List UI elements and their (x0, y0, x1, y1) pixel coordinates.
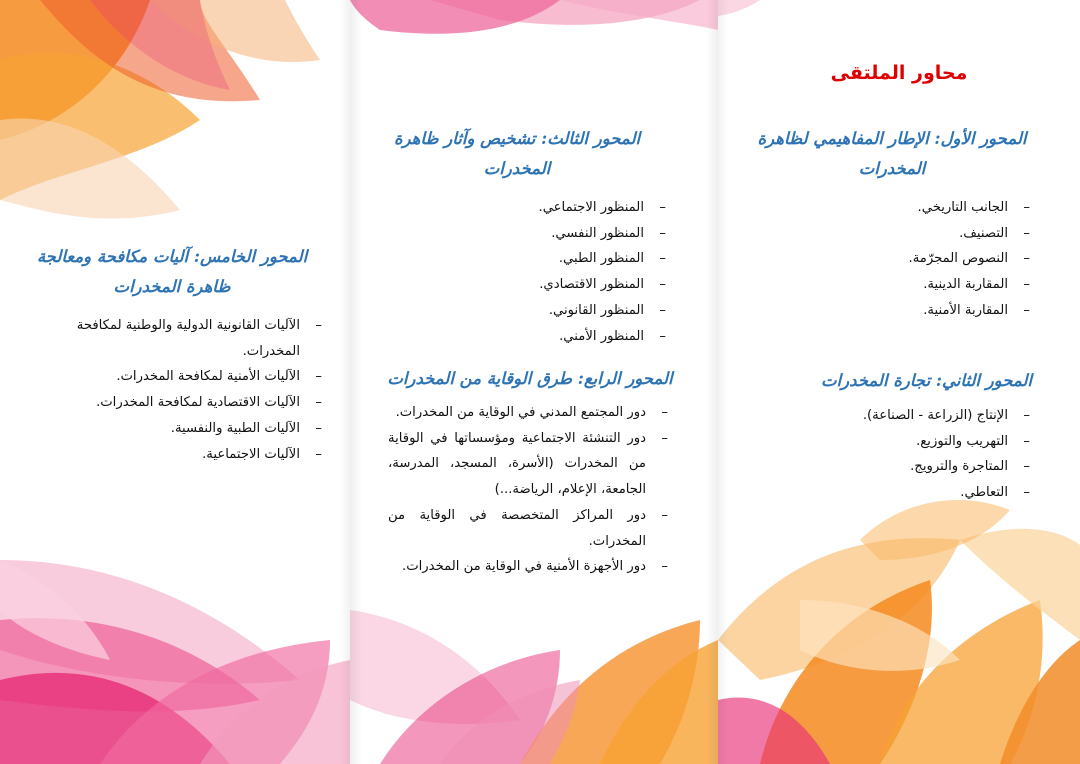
list-item: – المنظور النفسي. (394, 221, 674, 247)
list-item: – الجانب التاريخي. (778, 195, 1038, 221)
list-item: – التعاطي. (778, 480, 1038, 506)
list-item: – النصوص المجرّمة. (778, 246, 1038, 272)
axis3-list (394, 195, 674, 349)
list-item: – الإنتاج (الزراعة - الصناعة). (778, 403, 1038, 429)
axis4-list (388, 400, 676, 580)
axis1-heading: المحور الأول: الإطار المفاهيمي لظاهرة المخدرات (757, 129, 1027, 178)
axis4-heading: المحور الرابع: طرق الوقاية من المخدرات (387, 369, 673, 388)
list-item: – المتاجرة والترويج. (778, 454, 1038, 480)
list-item: – دور المجتمع المدني في الوقاية من المخدرات. (388, 400, 676, 426)
list-item: – المقاربة الدينية. (778, 272, 1038, 298)
panel-middle (350, 0, 718, 764)
list-item: – الآليات القانونية الدولية والوطنية لمكافحة المخدرات. (30, 313, 330, 364)
list-item: – الآليات الاجتماعية. (30, 442, 330, 468)
axis3-heading: المحور الثالث: تشخيص وآثار ظاهرة المخدرات (393, 129, 641, 178)
axis5-heading: المحور الخامس: آليات مكافحة ومعالجة ظاهرة المخدرات (36, 247, 308, 296)
list-item: – الآليات الاقتصادية لمكافحة المخدرات. (30, 390, 330, 416)
list-item: – المنظور القانوني. (394, 298, 674, 324)
page-title: محاور الملتقى (830, 62, 968, 84)
list-item: – المنظور الاجتماعي. (394, 195, 674, 221)
list-item: – الآليات الأمنية لمكافحة المخدرات. (30, 364, 330, 390)
list-item: – المنظور الاقتصادي. (394, 272, 674, 298)
panel-left (0, 0, 350, 764)
panel-right (718, 0, 1080, 764)
list-item: – دور الأجهزة الأمنية في الوقاية من المخدرات. (388, 554, 676, 580)
axis1-list (778, 195, 1038, 324)
axis2-heading: المحور الثاني: تجارة المخدرات (820, 371, 1032, 390)
list-item: – دور المراكز المتخصصة في الوقاية من المخدرات. (388, 503, 676, 554)
list-item: – المنظور الطبي. (394, 246, 674, 272)
list-item: – المنظور الأمني. (394, 324, 674, 350)
list-item: – المقاربة الأمنية. (778, 298, 1038, 324)
list-item: – التهريب والتوزيع. (778, 429, 1038, 455)
axis2-list (778, 403, 1038, 506)
list-item: – التصنيف. (778, 221, 1038, 247)
list-item: – دور التنشئة الاجتماعية ومؤسساتها في الوقاية من المخدرات (الأسرة، المسجد، المدرسة، الجامعة، الإعلام، الرياضة...) (388, 426, 676, 503)
list-item: – الآليات الطبية والنفسية. (30, 416, 330, 442)
axis5-list (30, 313, 330, 467)
